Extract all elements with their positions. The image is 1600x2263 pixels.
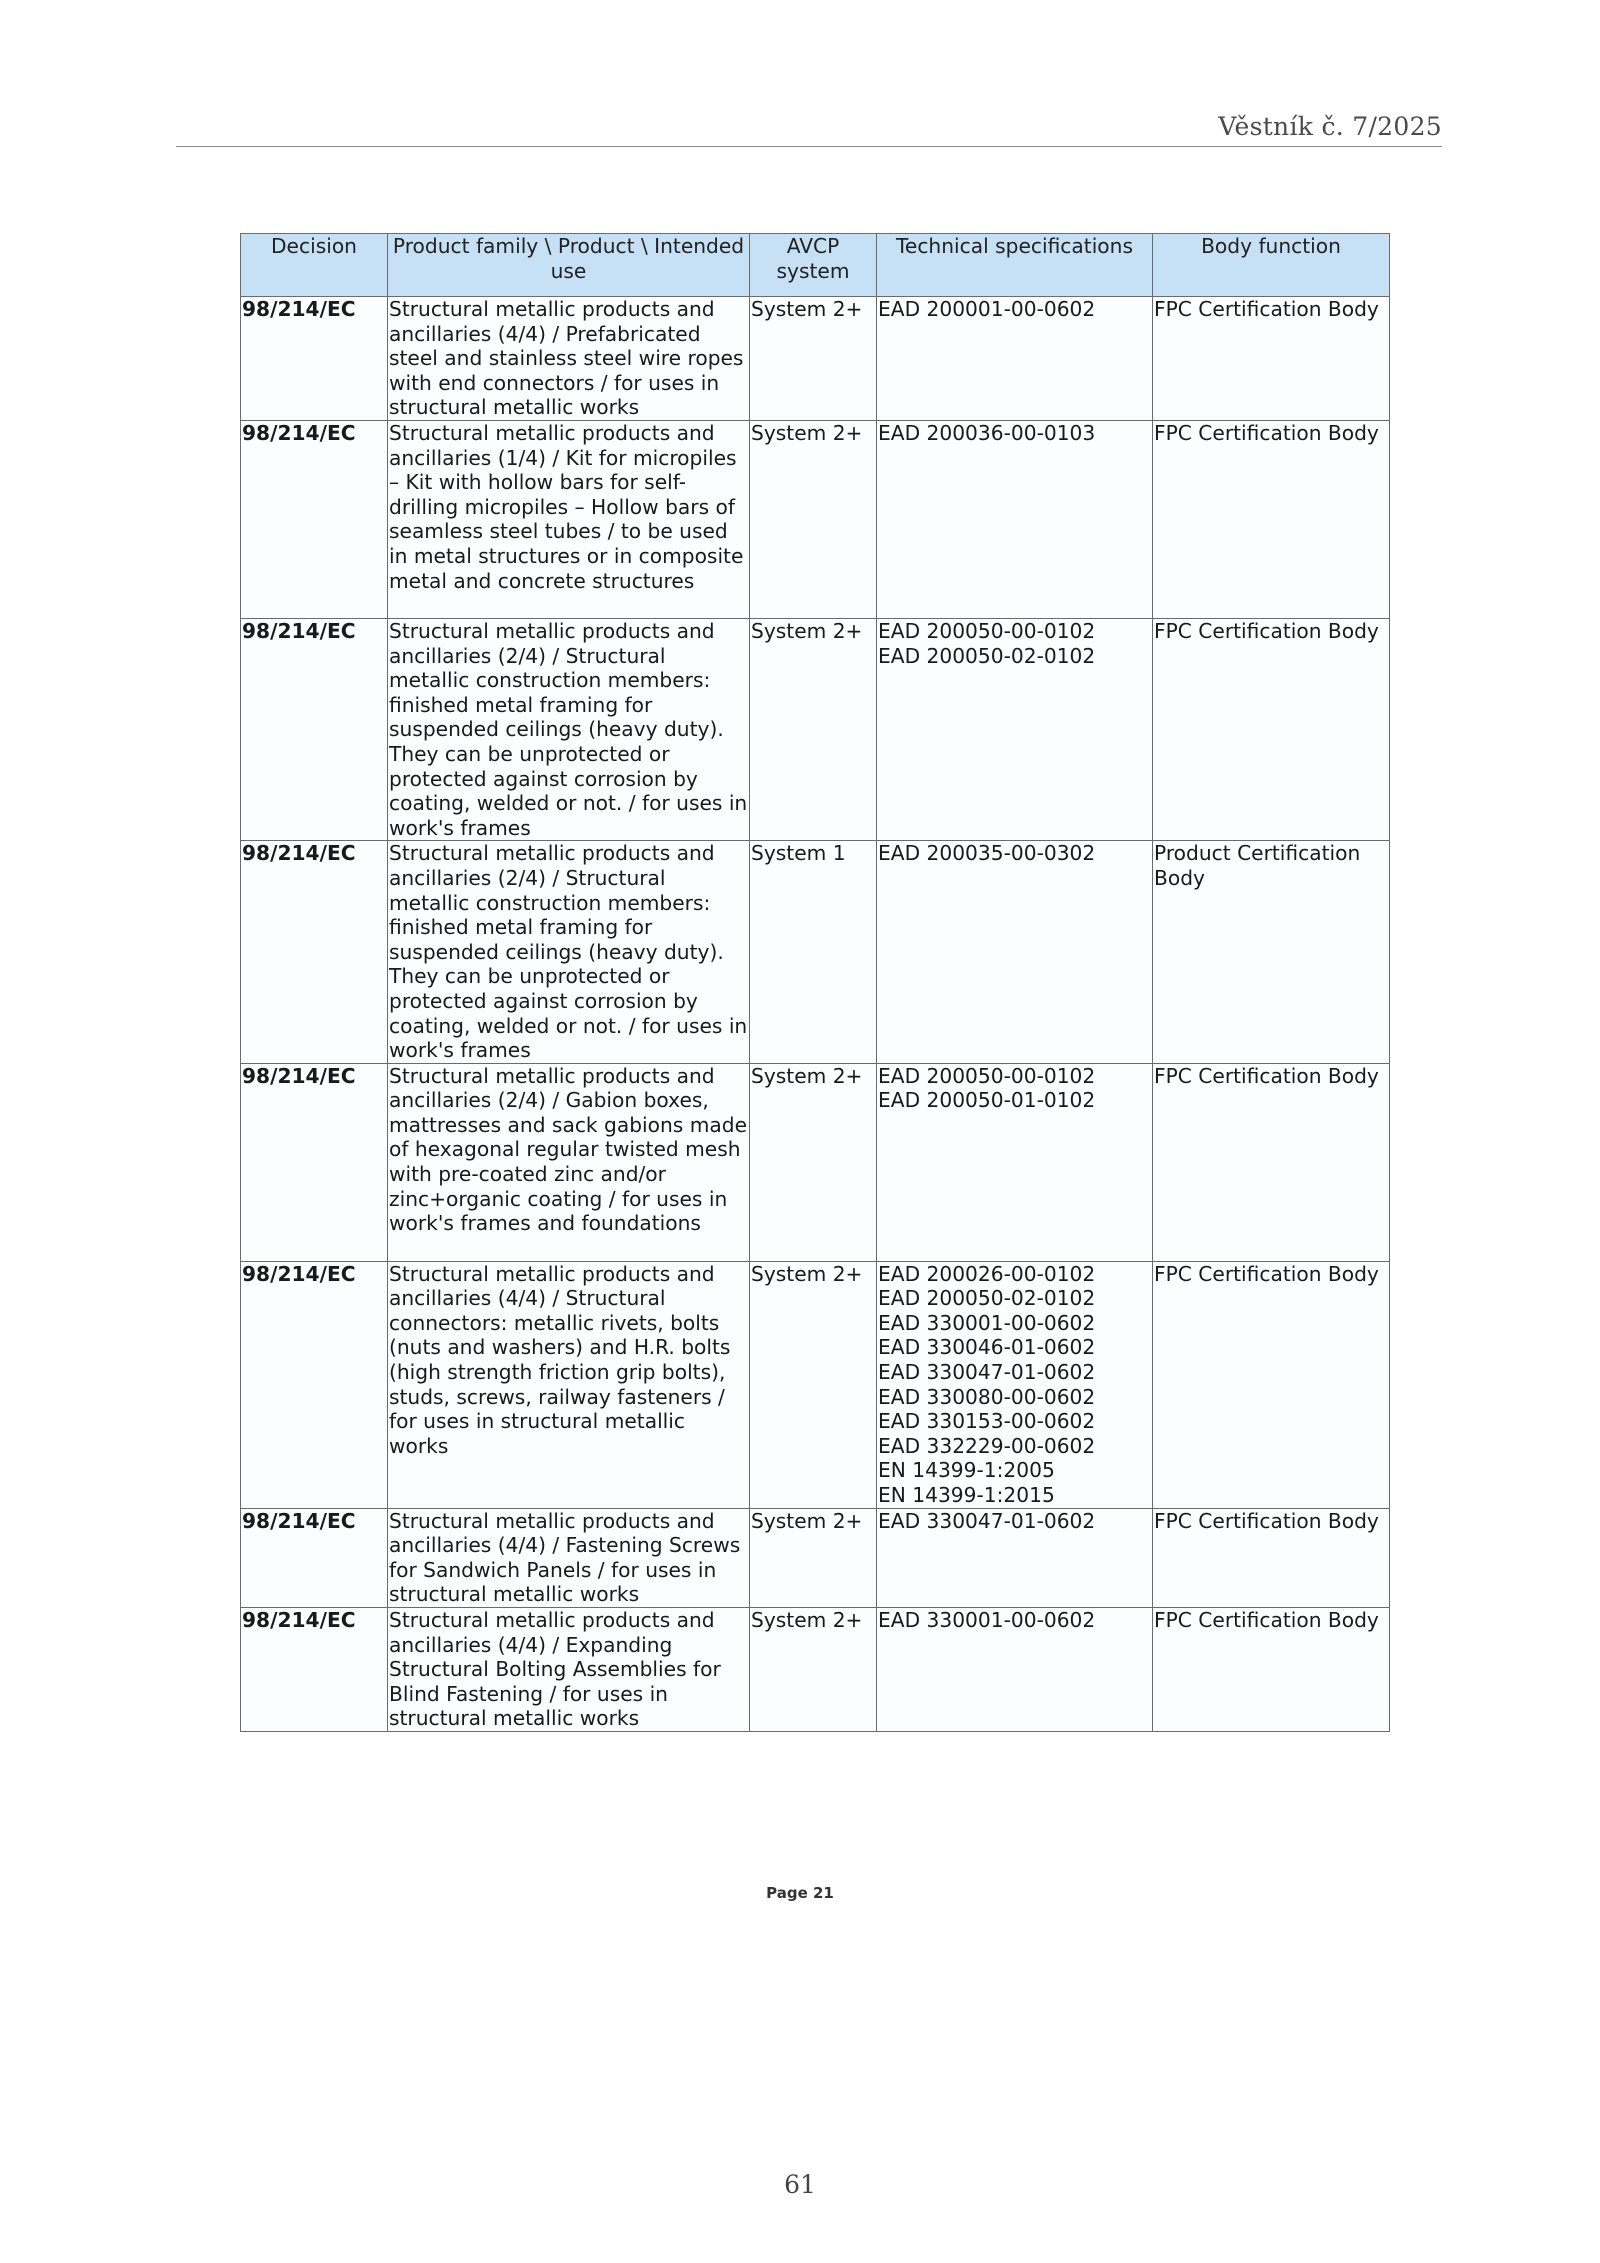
table-header-row xyxy=(241,234,1390,297)
technical-specifications-cell xyxy=(877,421,1153,619)
body-function-cell: FPC Certification Body xyxy=(1153,619,1390,841)
product-cell: Structural metallic products and ancillaries (4/4) / Prefabricated steel and stainless steel wire ropes with end connectors / for uses in structural metallic works xyxy=(388,297,750,421)
specification-item: EAD 200050-00-0102 xyxy=(878,1063,1096,1088)
table-row xyxy=(241,421,1390,619)
specification-item: EAD 200050-01-0102 xyxy=(878,1088,1096,1113)
decision-cell: 98/214/EC xyxy=(241,1063,388,1261)
specification-item: EAD 330153-00-0602 xyxy=(878,1409,1096,1434)
table-row xyxy=(241,297,1390,421)
specification-item: EAD 200050-02-0102 xyxy=(878,643,1096,668)
running-header xyxy=(176,112,1442,147)
product-cell: Structural metallic products and ancillaries (2/4) / Structural metallic construction members: finished metal framing for suspended ceilings (heavy duty). They can be unprotected or protected against corrosion by coating, welded or not. / for uses in work's frames xyxy=(388,619,750,841)
technical-specifications-cell xyxy=(877,1261,1153,1508)
specification-item: EAD 330001-00-0602 xyxy=(878,1608,1096,1633)
decision-cell: 98/214/EC xyxy=(241,1508,388,1607)
column-header-avcp: AVCP system xyxy=(750,234,877,297)
specification-item: EAD 330046-01-0602 xyxy=(878,1335,1096,1360)
product-cell: Structural metallic products and ancillaries (4/4) / Structural connectors: metallic rivets, bolts (nuts and washers) and H.R. bolts (high strength friction grip bolts), studs, screws, railway fasteners / for uses in structural metallic works xyxy=(388,1261,750,1508)
technical-specifications-cell xyxy=(877,619,1153,841)
specification-item: EAD 330047-01-0602 xyxy=(878,1360,1096,1385)
decision-cell: 98/214/EC xyxy=(241,619,388,841)
technical-specifications-cell xyxy=(877,1608,1153,1732)
avcp-system-cell: System 1 xyxy=(750,841,877,1063)
product-cell: Structural metallic products and ancillaries (2/4) / Gabion boxes, mattresses and sack gabions made of hexagonal regular twisted mesh with pre-coated zinc and/or zinc+organic coating / for uses in work's frames and foundations xyxy=(388,1063,750,1261)
specification-item: EAD 330047-01-0602 xyxy=(878,1508,1096,1533)
column-header-product: Product family \ Product \ Intended use xyxy=(388,234,750,297)
specification-item: EN 14399-1:2015 xyxy=(878,1483,1055,1508)
body-function-cell: FPC Certification Body xyxy=(1153,1508,1390,1607)
table-row xyxy=(241,1608,1390,1732)
decision-cell: 98/214/EC xyxy=(241,841,388,1063)
technical-specifications-cell xyxy=(877,297,1153,421)
avcp-system-cell: System 2+ xyxy=(750,421,877,619)
specification-item: EN 14399-1:2005 xyxy=(878,1458,1055,1483)
avcp-system-cell: System 2+ xyxy=(750,1063,877,1261)
body-function-cell: FPC Certification Body xyxy=(1153,1261,1390,1508)
page-number: 61 xyxy=(784,2170,816,2199)
avcp-system-cell: System 2+ xyxy=(750,619,877,841)
journal-issue-title: Věstník č. 7/2025 xyxy=(1218,112,1442,141)
page-label: Page 21 xyxy=(766,1884,834,1902)
table-row xyxy=(241,1261,1390,1508)
technical-specifications-cell xyxy=(877,1063,1153,1261)
specification-item: EAD 200050-00-0102 xyxy=(878,619,1096,643)
column-header-body: Body function xyxy=(1153,234,1390,297)
body-function-cell: FPC Certification Body xyxy=(1153,297,1390,421)
table-row xyxy=(241,1063,1390,1261)
specification-item: EAD 332229-00-0602 xyxy=(878,1433,1096,1458)
table-body xyxy=(241,297,1390,1732)
technical-specifications-cell xyxy=(877,1508,1153,1607)
table-row xyxy=(241,619,1390,841)
column-header-decision: Decision xyxy=(241,234,388,297)
table-row xyxy=(241,1508,1390,1607)
body-function-cell: FPC Certification Body xyxy=(1153,421,1390,619)
product-cell: Structural metallic products and ancillaries (4/4) / Fastening Screws for Sandwich Panels / for uses in structural metallic works xyxy=(388,1508,750,1607)
decision-cell: 98/214/EC xyxy=(241,297,388,421)
decisions-table xyxy=(240,233,1390,1732)
body-function-cell: FPC Certification Body xyxy=(1153,1063,1390,1261)
avcp-system-cell: System 2+ xyxy=(750,1608,877,1732)
product-cell: Structural metallic products and ancillaries (4/4) / Expanding Structural Bolting Assemblies for Blind Fastening / for uses in structural metallic works xyxy=(388,1608,750,1732)
avcp-system-cell: System 2+ xyxy=(750,297,877,421)
specification-item: EAD 200050-02-0102 xyxy=(878,1286,1096,1311)
specification-item: EAD 200001-00-0602 xyxy=(878,297,1096,321)
decision-cell: 98/214/EC xyxy=(241,1608,388,1732)
decision-cell: 98/214/EC xyxy=(241,421,388,619)
table-row xyxy=(241,841,1390,1063)
specification-item: EAD 330001-00-0602 xyxy=(878,1310,1096,1335)
body-function-cell: Product Certification Body xyxy=(1153,841,1390,1063)
body-function-cell: FPC Certification Body xyxy=(1153,1608,1390,1732)
specification-item: EAD 200026-00-0102 xyxy=(878,1261,1096,1286)
specification-item: EAD 200035-00-0302 xyxy=(878,841,1096,866)
avcp-system-cell: System 2+ xyxy=(750,1508,877,1607)
technical-specifications-cell xyxy=(877,841,1153,1063)
avcp-system-cell: System 2+ xyxy=(750,1261,877,1508)
column-header-specs: Technical specifications xyxy=(877,234,1153,297)
product-cell: Structural metallic products and ancillaries (1/4) / Kit for micropiles – Kit with hollow bars for self-drilling micropiles – Hollow bars of seamless steel tubes / to be used in metal structures or in composite metal and concrete structures xyxy=(388,421,750,619)
specification-item: EAD 330080-00-0602 xyxy=(878,1384,1096,1409)
decision-cell: 98/214/EC xyxy=(241,1261,388,1508)
product-cell: Structural metallic products and ancillaries (2/4) / Structural metallic construction members: finished metal framing for suspended ceilings (heavy duty). They can be unprotected or protected against corrosion by coating, welded or not. / for uses in work's frames xyxy=(388,841,750,1063)
specification-item: EAD 200036-00-0103 xyxy=(878,421,1096,445)
